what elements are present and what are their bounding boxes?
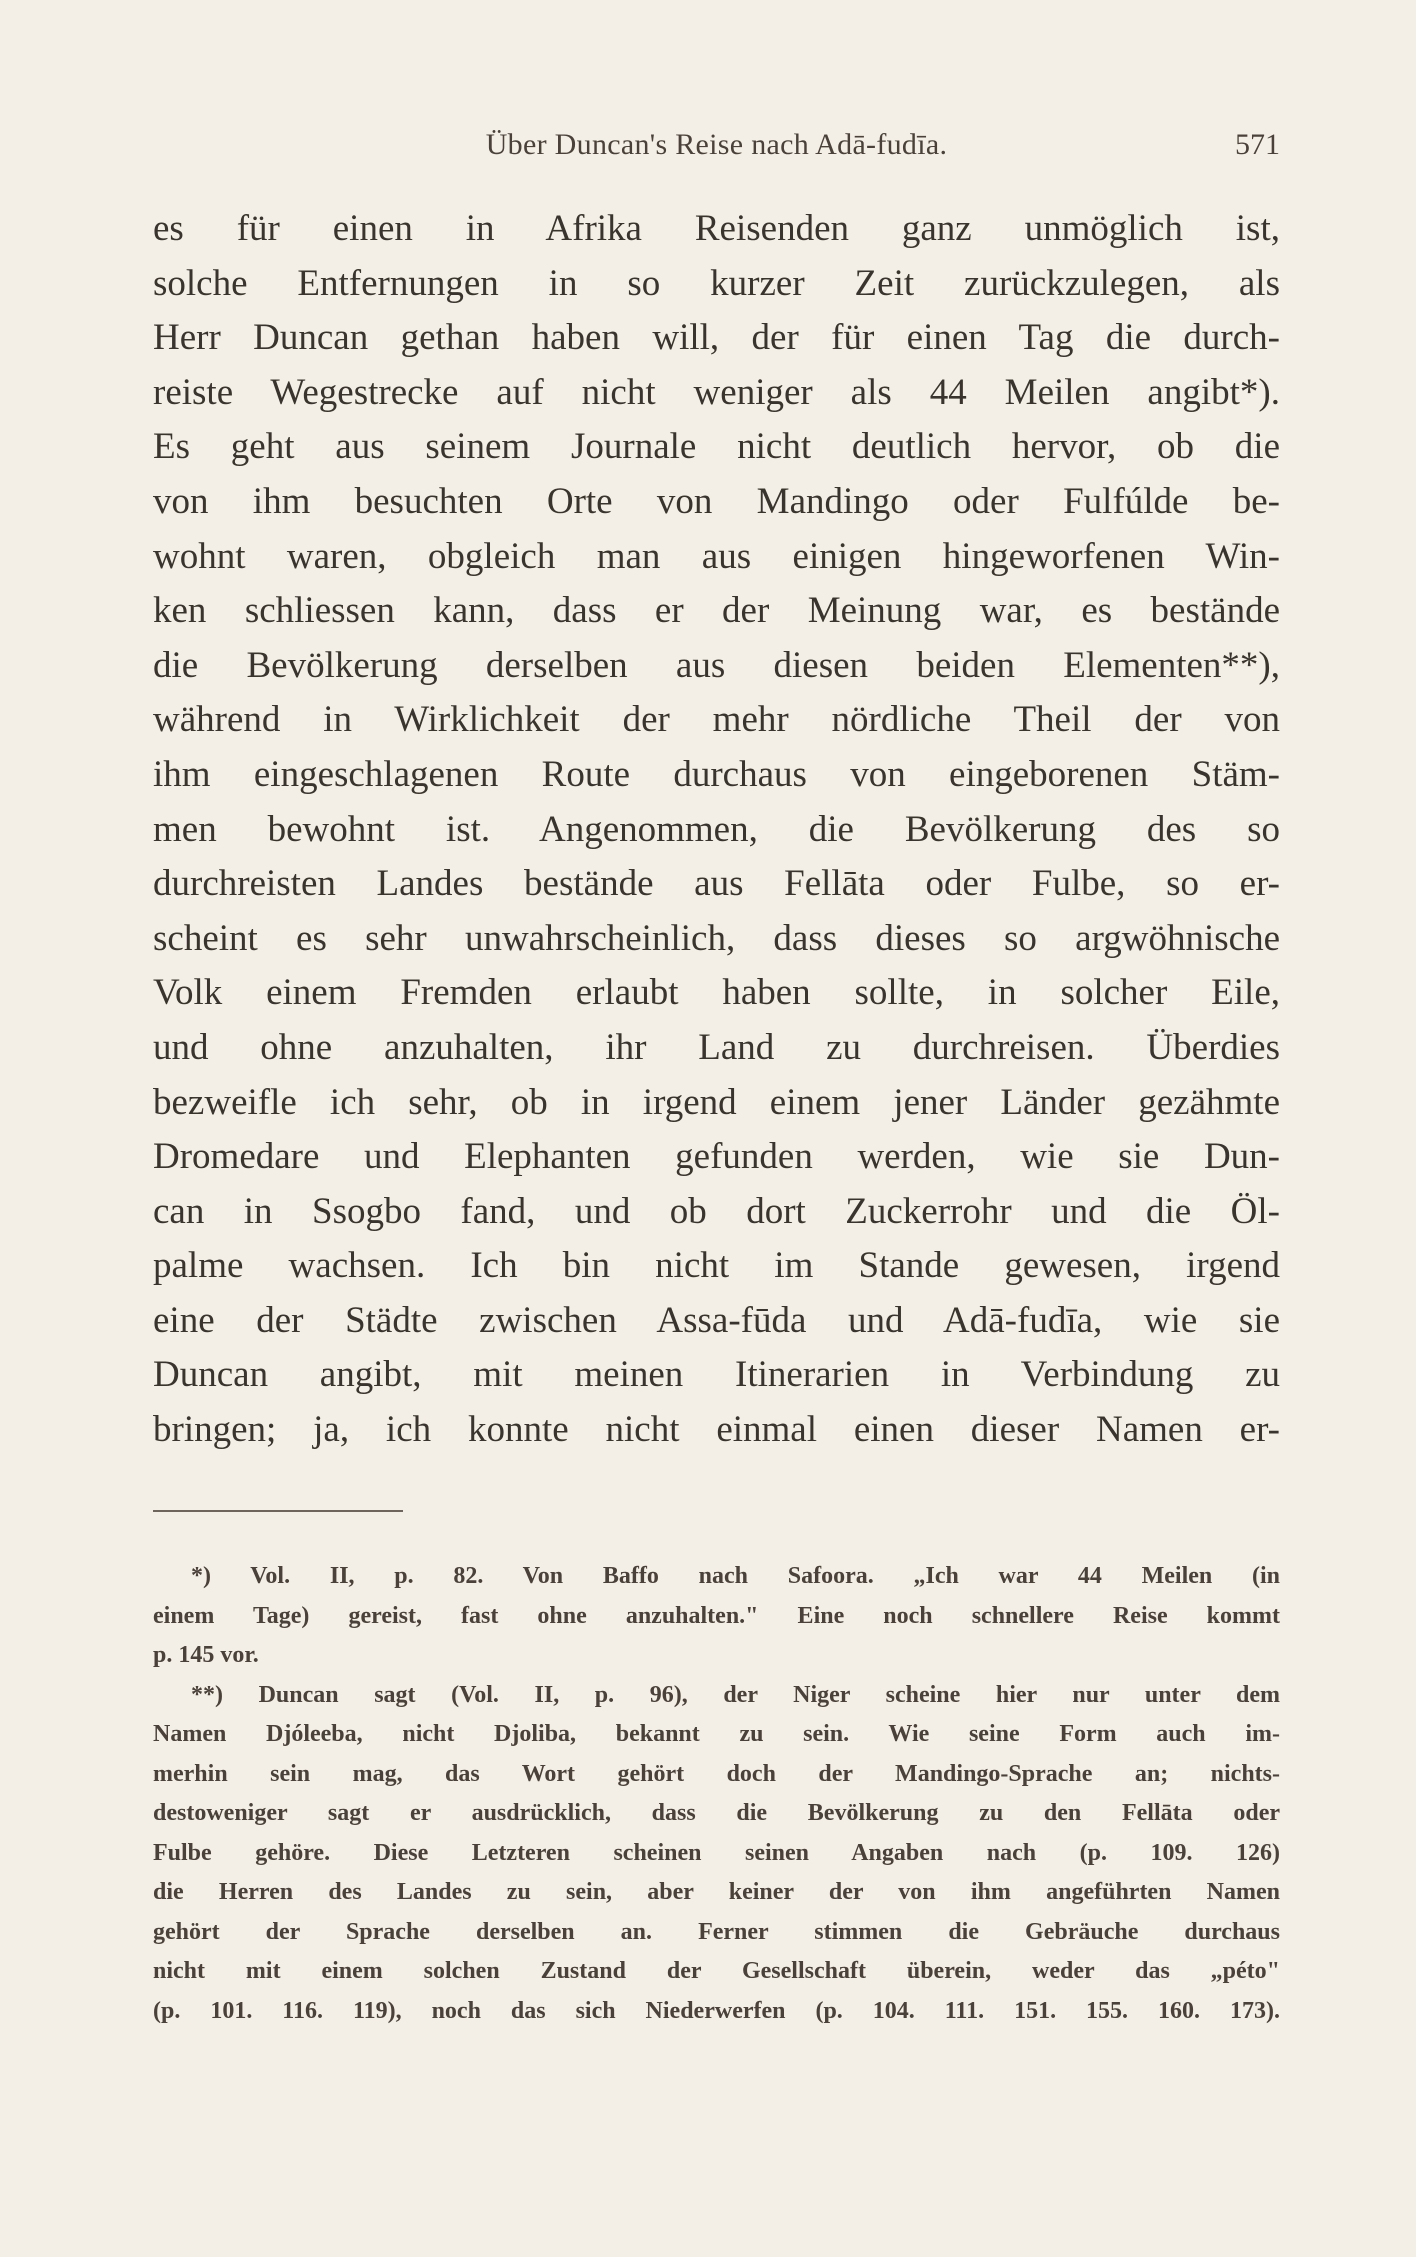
text-line: Duncan angibt, mit meinen Itinerarien in Verbindung zu	[153, 1354, 1280, 1396]
footnote-line: einem Tage) gereist, fast ohne anzuhalten." Eine noch schnellere Reise kommt	[153, 1602, 1280, 1629]
text-line: scheint es sehr unwahrscheinlich, dass dieses so argwöhnische	[153, 917, 1280, 959]
footnote-line: p. 145 vor.	[153, 1642, 259, 1668]
text-line: von ihm besuchten Orte von Mandingo oder Fulfúlde be-	[153, 480, 1280, 522]
footnote-line: **) Duncan sagt (Vol. II, p. 96), der Niger scheine hier nur unter dem	[191, 1681, 1280, 1708]
footnote-line: Fulbe gehöre. Diese Letzteren scheinen seinen Angaben nach (p. 109. 126)	[153, 1839, 1280, 1866]
footnote-line: (p. 101. 116. 119), noch das sich Niederwerfen (p. 104. 111. 151. 155. 160. 173).	[153, 1997, 1280, 2024]
footnote-line: nicht mit einem solchen Zustand der Gesellschaft überein, weder das „péto"	[153, 1958, 1280, 1984]
text-line: men bewohnt ist. Angenommen, die Bevölkerung des so	[153, 808, 1280, 850]
text-line: bezweifle ich sehr, ob in irgend einem jener Länder gezähmte	[153, 1081, 1280, 1123]
text-line: Volk einem Fremden erlaubt haben sollte, in solcher Eile,	[153, 972, 1280, 1014]
text-line: ken schliessen kann, dass er der Meinung war, es bestände	[153, 590, 1280, 632]
running-title: Über Duncan's Reise nach Adā-fudīa.	[485, 128, 948, 161]
text-line: während in Wirklichkeit der mehr nördliche Theil der von	[153, 699, 1280, 741]
text-line: can in Ssogbo fand, und ob dort Zuckerrohr und die Öl-	[153, 1190, 1280, 1232]
text-line: durchreisten Landes bestände aus Fellāta oder Fulbe, so er-	[153, 863, 1280, 905]
text-line: wohnt waren, obgleich man aus einigen hingeworfenen Win-	[153, 535, 1280, 577]
page-number: 571	[1235, 128, 1280, 161]
text-line: die Bevölkerung derselben aus diesen beiden Elementen**),	[153, 644, 1280, 686]
text-line: eine der Städte zwischen Assa-fūda und Adā-fudīa, wie sie	[153, 1299, 1280, 1341]
text-line: Herr Duncan gethan haben will, der für einen Tag die durch-	[153, 317, 1280, 359]
footnotes	[153, 1557, 1280, 2031]
text-line: bringen; ja, ich konnte nicht einmal einen dieser Namen er-	[153, 1409, 1280, 1451]
text-line: palme wachsen. Ich bin nicht im Stande gewesen, irgend	[153, 1245, 1280, 1287]
text-line: Es geht aus seinem Journale nicht deutlich hervor, ob die	[153, 426, 1280, 468]
text-line: und ohne anzuhalten, ihr Land zu durchreisen. Überdies	[153, 1026, 1280, 1068]
footnote-line: merhin sein mag, das Wort gehört doch der Mandingo-Sprache an; nichts-	[153, 1760, 1280, 1787]
text-line: es für einen in Afrika Reisenden ganz unmöglich ist,	[153, 208, 1280, 249]
running-head	[153, 128, 1280, 168]
footnote-line: gehört der Sprache derselben an. Ferner stimmen die Gebräuche durchaus	[153, 1918, 1280, 1945]
footnote-line: die Herren des Landes zu sein, aber keiner der von ihm angeführten Namen	[153, 1879, 1280, 1905]
text-line: solche Entfernungen in so kurzer Zeit zurückzulegen, als	[153, 262, 1280, 304]
text-line: ihm eingeschlagenen Route durchaus von eingeborenen Stäm-	[153, 753, 1280, 795]
text-line: Dromedare und Elephanten gefunden werden, wie sie Dun-	[153, 1136, 1280, 1178]
text-line: reiste Wegestrecke auf nicht weniger als 44 Meilen angibt*).	[153, 371, 1280, 413]
footnote-line: Namen Djóleeba, nicht Djoliba, bekannt zu sein. Wie seine Form auch im-	[153, 1721, 1280, 1747]
footnote-line: destoweniger sagt er ausdrücklich, dass die Bevölkerung zu den Fellāta oder	[153, 1800, 1280, 1826]
footnote-line: *) Vol. II, p. 82. Von Baffo nach Safoora. „Ich war 44 Meilen (in	[191, 1563, 1280, 1589]
footnote-divider	[153, 1510, 403, 1512]
main-text	[153, 202, 1280, 1458]
